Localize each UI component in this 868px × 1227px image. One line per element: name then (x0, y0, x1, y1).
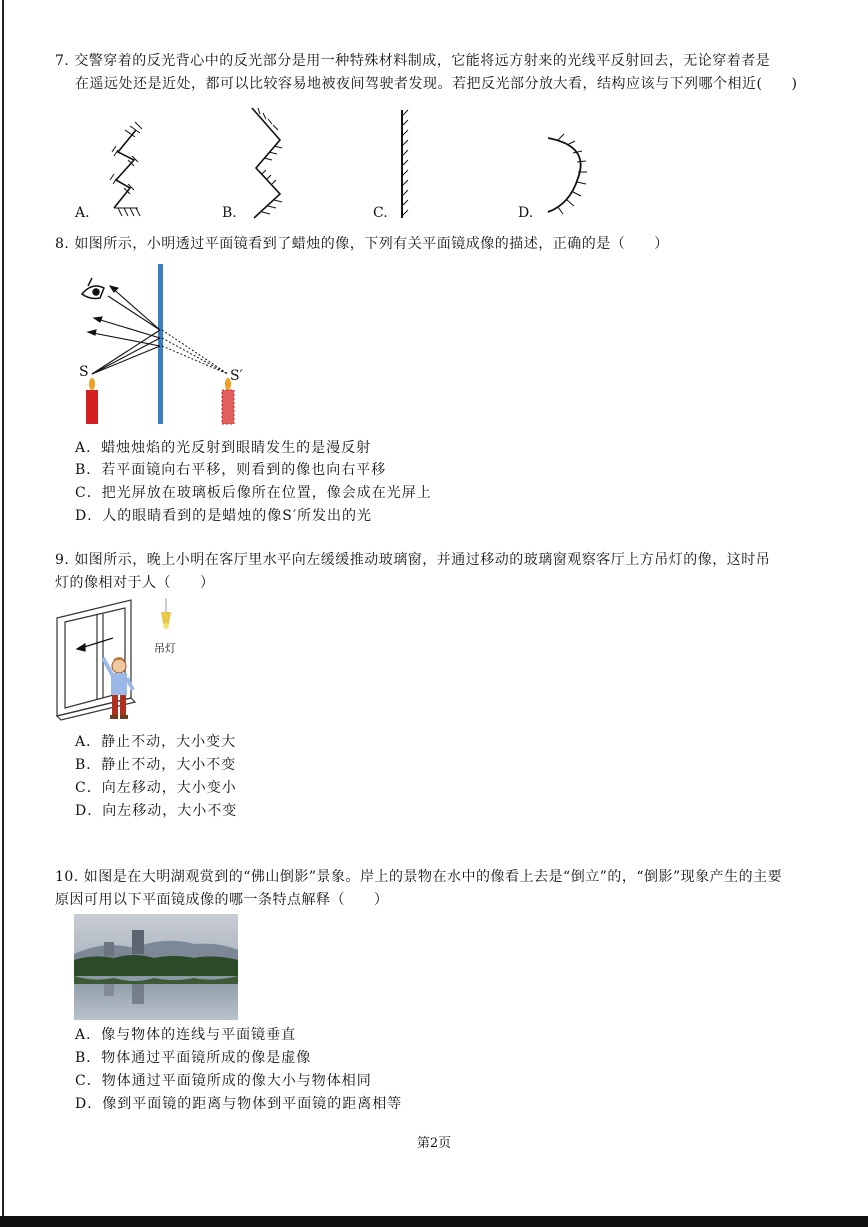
q7-option-a-figure (110, 122, 142, 216)
q10-lake-photo (74, 914, 238, 1020)
q10-stem-line1: 如图是在大明湖观赏到的“佛山倒影”景象。岸上的景物在水中的像看上去是“倒立”的，“倒影”现象产生的主要 (83, 869, 783, 885)
q7-option-a-label: A. (75, 205, 90, 221)
q10-number: 10. (55, 869, 79, 885)
q10-option-d: D．像到平面镜的距离与物体到平面镜的距离相等 (75, 1096, 403, 1112)
q9-stem (55, 549, 825, 595)
q10-option-b: B．物体通过平面镜所成的像是虚像 (75, 1050, 312, 1066)
eye-icon (82, 278, 104, 299)
q7-option-d-label: D. (518, 205, 534, 221)
q8-number: 8. (55, 236, 70, 252)
candle-object (86, 378, 98, 424)
q7-stem-line2: 在遥远处还是近处，都可以比较容易地被夜间驾驶者发现。若把反光部分放大看，结构应该与下列哪个相近( ) (75, 76, 798, 92)
q7-stem-line1: 交警穿着的反光背心中的反光部分是用一种特殊材料制成，它能将远方射来的光线平反射回去，无论穿着者是 (74, 53, 771, 69)
q9-option-d: D．向左移动，大小不变 (75, 803, 238, 819)
boy-figure (103, 657, 133, 719)
q8-option-c: C．把光屏放在玻璃板后像所在位置，像会成在光屏上 (75, 485, 432, 501)
q9-option-a: A．静止不动，大小变大 (75, 734, 237, 750)
plane-mirror (158, 264, 163, 424)
q7-option-b-figure (252, 108, 282, 218)
q10-option-c: C．物体通过平面镜所成的像大小与物体相同 (75, 1073, 372, 1089)
q7-figure (70, 100, 630, 225)
q9-option-c: C．向左移动，大小变小 (75, 780, 237, 796)
q7-option-b-label: B. (222, 205, 237, 221)
q7-option-c-figure (402, 110, 408, 218)
q8-option-d: D．人的眼睛看到的是蜡烛的像S′所发出的光 (75, 508, 372, 524)
q10-stem (55, 866, 825, 912)
q10-option-a: A．像与物体的连线与平面镜垂直 (75, 1027, 297, 1043)
q8-stem (55, 233, 825, 256)
lamp-icon (161, 598, 171, 629)
q8-option-a: A．蜡烛烛焰的光反射到眼睛发生的是漫反射 (75, 440, 372, 456)
page-border-bottom (0, 1216, 868, 1227)
q8-label-s: S (79, 364, 89, 380)
page-border-left (2, 0, 4, 1216)
q8-option-b: B．若平面镜向右平移，则看到的像也向右平移 (75, 462, 387, 478)
q8-stem-text: 如图所示，小明透过平面镜看到了蜡烛的像，下列有关平面镜成像的描述，正确的是（ ） (74, 236, 669, 252)
q8-figure (70, 258, 260, 428)
q9-number: 9. (55, 552, 70, 568)
q10-stem-line2: 原因可用以下平面镜成像的哪一条特点解释（ ） (55, 892, 389, 908)
q7-stem (55, 50, 825, 96)
candle-image (222, 378, 234, 424)
page-number: 第2页 (416, 1136, 452, 1151)
q9-option-b: B．静止不动，大小不变 (75, 757, 237, 773)
q9-stem-line2: 灯的像相对于人（ ） (55, 575, 215, 591)
q8-label-s-prime: S′ (230, 368, 243, 384)
q9-lamp-label: 吊灯 (154, 642, 176, 655)
q7-option-d-figure (548, 134, 587, 214)
q9-stem-line1: 如图所示，晚上小明在客厅里水平向左缓缓推动玻璃窗，并通过移动的玻璃窗观察客厅上方吊灯的像，这时吊 (74, 552, 771, 568)
left-arrow-icon (77, 638, 113, 651)
q9-figure (55, 598, 195, 728)
q7-option-c-label: C. (373, 205, 388, 221)
q7-number: 7. (55, 53, 70, 69)
